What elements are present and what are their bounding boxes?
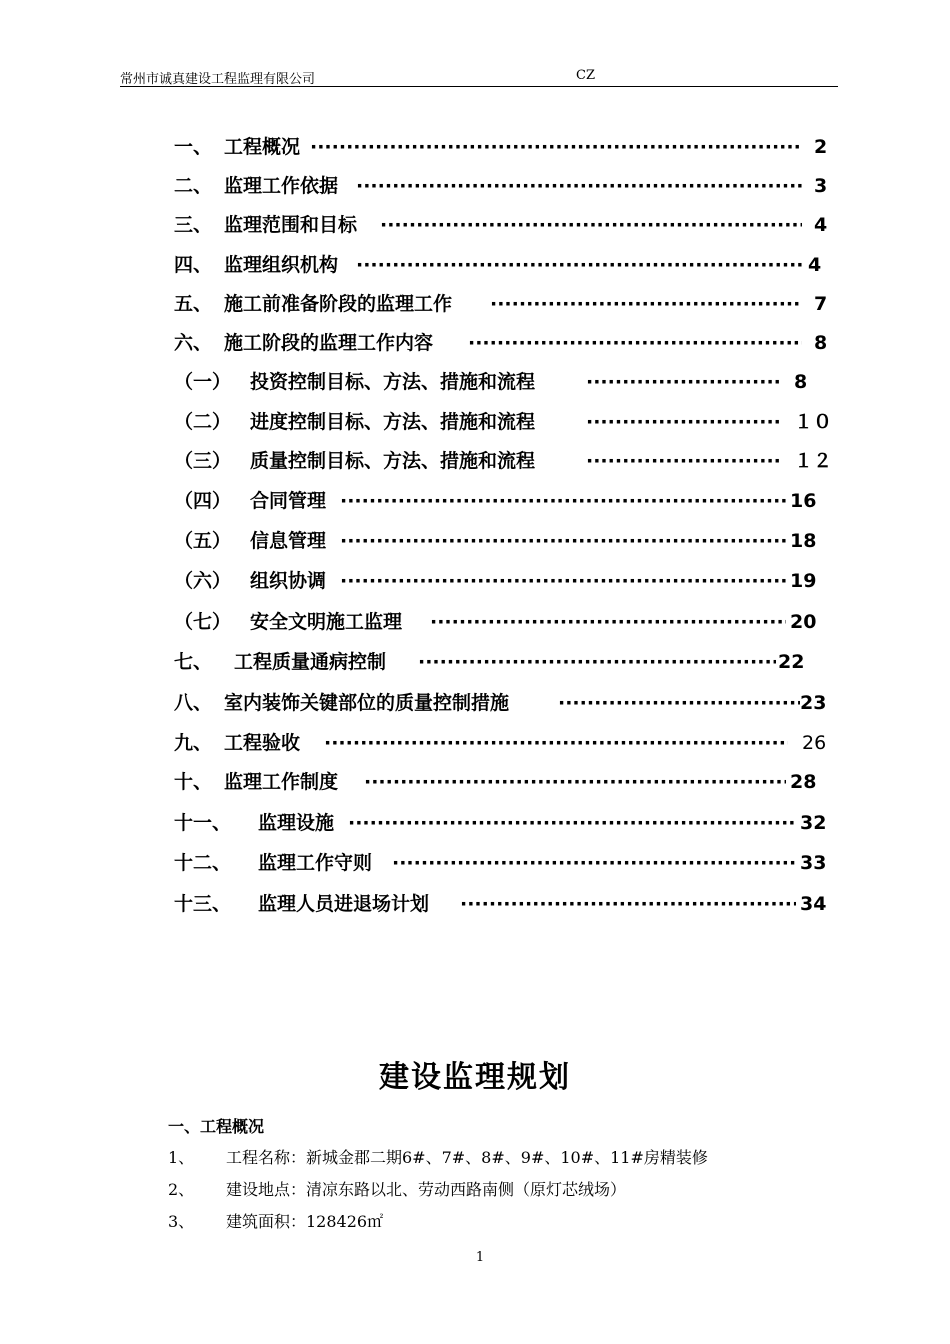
toc-page: 8 bbox=[814, 332, 828, 354]
toc-page: 8 bbox=[794, 371, 808, 393]
toc-number: 五、 bbox=[174, 293, 213, 315]
toc-item[interactable] bbox=[174, 848, 834, 878]
toc-leader bbox=[324, 728, 788, 758]
toc-item[interactable] bbox=[174, 767, 834, 797]
toc-number: 九、 bbox=[174, 732, 213, 754]
header-company: 常州市诚真建设工程监理有限公司 bbox=[120, 72, 316, 87]
toc-page: 20 bbox=[790, 611, 817, 633]
toc-page: １０ bbox=[794, 411, 833, 433]
toc-page: 7 bbox=[814, 293, 828, 315]
toc-title: 组织协调 bbox=[250, 570, 327, 592]
toc-leader bbox=[364, 767, 786, 797]
toc-leader bbox=[380, 210, 802, 240]
toc-title: 监理范围和目标 bbox=[224, 214, 358, 236]
toc-title: 监理组织机构 bbox=[224, 254, 339, 276]
toc-page: 4 bbox=[808, 254, 822, 276]
toc-leader bbox=[418, 647, 776, 677]
toc-number: （一） bbox=[174, 371, 232, 393]
toc-page: １２ bbox=[794, 450, 833, 472]
item-number: 3、 bbox=[168, 1212, 195, 1231]
toc-item[interactable] bbox=[174, 486, 834, 516]
toc-item[interactable] bbox=[174, 688, 834, 718]
toc-leader bbox=[310, 132, 802, 162]
toc-page: 32 bbox=[800, 812, 827, 834]
toc-item[interactable] bbox=[174, 607, 834, 637]
toc-title: 监理工作依据 bbox=[224, 175, 339, 197]
toc-number: 七、 bbox=[174, 651, 213, 673]
toc-item[interactable] bbox=[174, 446, 834, 476]
toc-number: 三、 bbox=[174, 214, 213, 236]
toc-number: 十三、 bbox=[174, 893, 232, 915]
toc-item[interactable] bbox=[174, 728, 834, 758]
toc-leader bbox=[356, 171, 802, 201]
toc-page: 3 bbox=[814, 175, 828, 197]
toc-leader bbox=[340, 566, 786, 596]
toc-number: （二） bbox=[174, 411, 232, 433]
page-header bbox=[120, 66, 838, 87]
toc-item[interactable] bbox=[174, 328, 834, 358]
toc-item[interactable] bbox=[174, 407, 834, 437]
toc-title: 监理工作制度 bbox=[224, 771, 339, 793]
toc-number: （七） bbox=[174, 611, 232, 633]
toc-title: 室内装饰关键部位的质量控制措施 bbox=[224, 692, 510, 714]
toc-page: 4 bbox=[814, 214, 828, 236]
toc-number: （五） bbox=[174, 530, 232, 552]
toc-title: 监理设施 bbox=[258, 812, 335, 834]
toc-page: 18 bbox=[790, 530, 817, 552]
item-text: 工程名称：新城金郡二期6#、7#、8#、9#、10#、11#房精装修 bbox=[226, 1148, 708, 1167]
toc-title: 工程概况 bbox=[224, 136, 301, 158]
toc-item[interactable] bbox=[174, 566, 834, 596]
toc-leader bbox=[586, 446, 780, 476]
toc-number: 十二、 bbox=[174, 852, 232, 874]
toc-item[interactable] bbox=[174, 808, 834, 838]
toc-page: 26 bbox=[802, 732, 827, 754]
toc-leader bbox=[430, 607, 786, 637]
page-number: 1 bbox=[475, 1250, 485, 1265]
toc-number: 六、 bbox=[174, 332, 213, 354]
toc-leader bbox=[468, 328, 802, 358]
toc-page: 23 bbox=[800, 692, 827, 714]
toc-page: 33 bbox=[800, 852, 827, 874]
toc-number: （四） bbox=[174, 490, 232, 512]
item-text: 建筑面积：128426㎡ bbox=[226, 1212, 384, 1231]
document-title: 建设监理规划 bbox=[379, 1060, 571, 1095]
toc-item[interactable] bbox=[174, 889, 834, 919]
toc-title: 工程验收 bbox=[224, 732, 301, 754]
toc-page: 34 bbox=[800, 893, 827, 915]
toc-title: 监理人员进退场计划 bbox=[258, 893, 430, 915]
toc-leader bbox=[490, 289, 802, 319]
toc-item[interactable] bbox=[174, 647, 834, 677]
toc-title: 工程质量通病控制 bbox=[234, 651, 387, 673]
toc-page: 22 bbox=[778, 651, 805, 673]
item-text: 建设地点：清凉东路以北、劳动西路南侧（原灯芯绒场） bbox=[226, 1180, 627, 1199]
toc-number: （六） bbox=[174, 570, 232, 592]
toc-number: 八、 bbox=[174, 692, 213, 714]
toc-page: 16 bbox=[790, 490, 817, 512]
toc-title: 安全文明施工监理 bbox=[250, 611, 403, 633]
toc-leader bbox=[348, 808, 796, 838]
toc-leader bbox=[586, 407, 780, 437]
toc-item[interactable] bbox=[174, 367, 834, 397]
toc-item[interactable] bbox=[174, 210, 834, 240]
toc-item[interactable] bbox=[174, 250, 834, 280]
toc-leader bbox=[460, 889, 796, 919]
toc-leader bbox=[558, 688, 800, 718]
toc-leader bbox=[392, 848, 796, 878]
toc-title: 信息管理 bbox=[250, 530, 327, 552]
toc-title: 进度控制目标、方法、措施和流程 bbox=[250, 411, 536, 433]
toc-title: 施工前准备阶段的监理工作 bbox=[224, 293, 453, 315]
toc-number: 一、 bbox=[174, 136, 213, 158]
toc-page: 28 bbox=[790, 771, 817, 793]
toc-page: 19 bbox=[790, 570, 817, 592]
toc-title: 合同管理 bbox=[250, 490, 327, 512]
toc-number: （三） bbox=[174, 450, 232, 472]
toc-title: 质量控制目标、方法、措施和流程 bbox=[250, 450, 536, 472]
toc-number: 二、 bbox=[174, 175, 213, 197]
toc-title: 投资控制目标、方法、措施和流程 bbox=[250, 371, 536, 393]
toc-title: 施工阶段的监理工作内容 bbox=[224, 332, 434, 354]
toc-number: 四、 bbox=[174, 254, 213, 276]
toc-number: 十、 bbox=[174, 771, 213, 793]
toc-leader bbox=[340, 486, 786, 516]
toc-item[interactable] bbox=[174, 289, 834, 319]
toc-leader bbox=[340, 526, 786, 556]
item-number: 1、 bbox=[168, 1148, 195, 1167]
toc-leader bbox=[356, 250, 802, 280]
toc-page: 2 bbox=[814, 136, 828, 158]
toc-item[interactable] bbox=[174, 526, 834, 556]
toc-item[interactable] bbox=[174, 171, 834, 201]
toc-item[interactable] bbox=[174, 132, 834, 162]
header-code: CZ bbox=[576, 68, 595, 83]
toc-leader bbox=[586, 367, 780, 397]
item-number: 2、 bbox=[168, 1180, 195, 1199]
toc-number: 十一、 bbox=[174, 812, 232, 834]
section-heading: 一、工程概况 bbox=[168, 1117, 265, 1136]
toc-title: 监理工作守则 bbox=[258, 852, 373, 874]
